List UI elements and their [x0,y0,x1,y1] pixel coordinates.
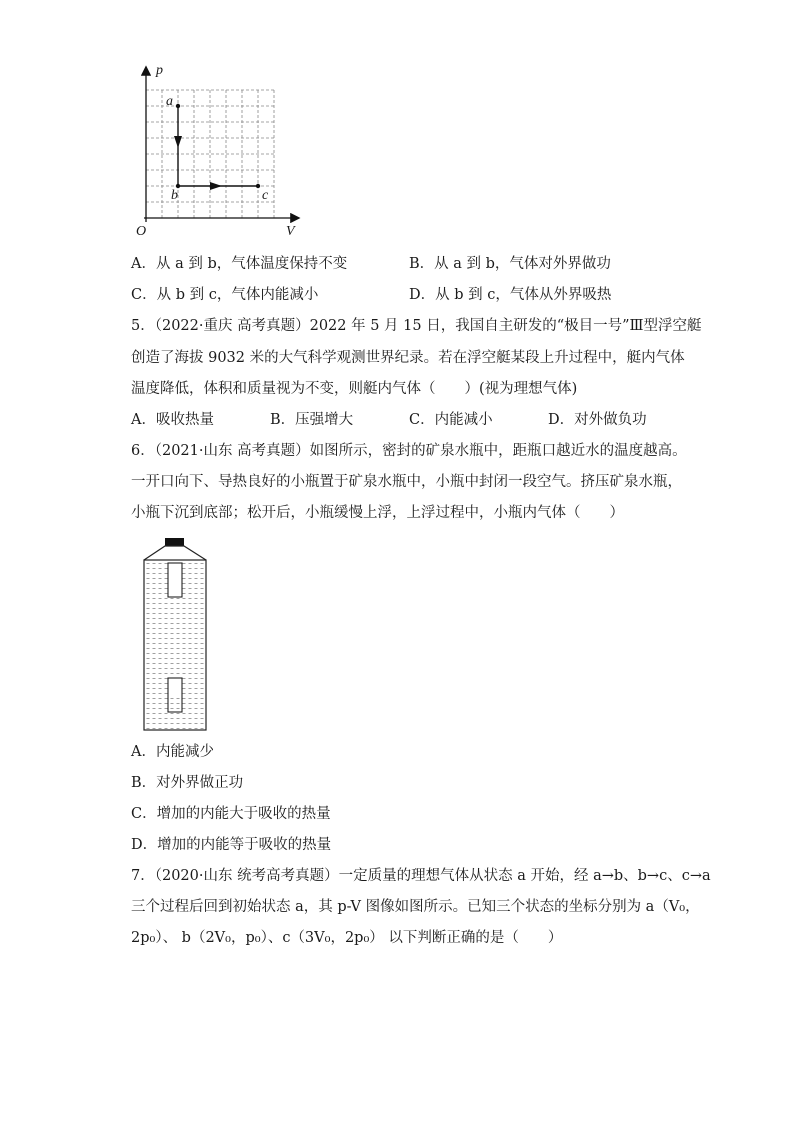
point-a-dot [176,104,180,108]
q4-option-b: B．从 a 到 b，气体对外界做功 [409,256,611,272]
q6-stem-line2: 一开口向下、导热良好的小瓶置于矿泉水瓶中，小瓶中封闭一段空气。挤压矿泉水瓶， [131,474,682,490]
q5-option-b: B．压强增大 [270,412,354,428]
q5-stem-line1: 5．（2022·重庆 高考真题）2022 年 5 月 15 日，我国自主研发的“极目一号”Ⅲ型浮空艇 [131,318,702,334]
arrow-bc [210,182,222,190]
q6-option-a: A．内能减少 [131,744,214,760]
q5-option-c: C．内能减小 [409,412,493,428]
q6-option-d: D．增加的内能等于吸收的热量 [131,837,332,853]
point-c-label: c [262,188,269,203]
point-b-label: b [171,188,178,203]
q4-option-c: C．从 b 到 c，气体内能减小 [131,287,319,303]
q4-option-d: D．从 b 到 c，气体从外界吸热 [409,287,612,303]
q7-stem-line1: 7．（2020·山东 统考高考真题）一定质量的理想气体从状态 a 开始，经 a→b、b→c、c→a [131,868,711,884]
q6-stem-line3: 小瓶下沉到底部；松开后，小瓶缓慢上浮，上浮过程中，小瓶内气体（ ） [131,505,624,521]
q5-option-a: A．吸收热量 [131,412,214,428]
point-a-label: a [166,94,173,109]
arrow-ab [174,136,182,148]
bottle-cap [165,538,184,546]
bottle-diagram [140,536,210,734]
q5-option-d: D．对外做负功 [548,412,647,428]
q7-stem-line2: 三个过程后回到初始状态 a，其 p-V 图像如图所示。已知三个状态的坐标分别为 a（V₀， [131,899,700,915]
q4-option-a: A．从 a 到 b，气体温度保持不变 [131,256,348,272]
q5-stem-line2: 创造了海拔 9032 米的大气科学观测世界纪录。若在浮空艇某段上升过程中，艇内气体 [131,350,685,366]
q7-stem-line3: 2p₀）、 b（2V₀，p₀）、c（3V₀，2p₀） 以下判断正确的是（ ） [131,930,563,946]
axis-v-label: V [286,224,295,239]
point-c-dot [256,184,260,188]
pv-diagram [130,62,310,242]
small-bottle-top [168,563,182,597]
q6-option-c: C．增加的内能大于吸收的热量 [131,806,331,822]
q5-stem-line3: 温度降低，体积和质量视为不变，则艇内气体（ ）(视为理想气体) [131,381,578,397]
axis-p-label: p [156,63,163,78]
q6-option-b: B．对外界做正功 [131,775,244,791]
bottle-shoulder [144,546,206,560]
origin-label: O [136,224,147,239]
q6-stem-line1: 6．（2021·山东 高考真题）如图所示，密封的矿泉水瓶中，距瓶口越近水的温度越高。 [131,443,687,459]
